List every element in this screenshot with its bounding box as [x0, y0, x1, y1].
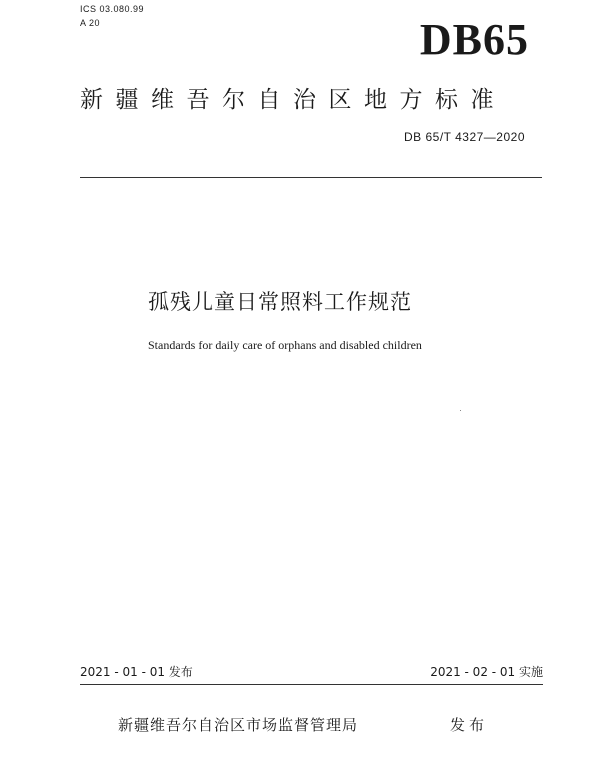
standard-kind-heading: 新疆维吾尔自治区地方标准	[80, 87, 506, 113]
ccs-code: A 20	[80, 18, 101, 28]
footer-divider	[80, 684, 543, 685]
document-title-zh: 孤残儿童日常照料工作规范	[148, 290, 412, 314]
issuing-authority: 新疆维吾尔自治区市场监督管理局	[118, 716, 359, 734]
implement-date: 2021 - 02 - 01 实施	[430, 665, 543, 679]
standard-mark: DB65	[419, 15, 529, 64]
standard-number: DB 65/T 4327—2020	[403, 130, 525, 144]
issue-label: 发布	[450, 716, 489, 734]
header-divider	[80, 177, 542, 178]
scan-speck	[460, 410, 461, 411]
ics-code: ICS 03.080.99	[80, 4, 145, 14]
publish-date: 2021 - 01 - 01 发布	[80, 665, 193, 679]
document-title-en: Standards for daily care of orphans and disabled children	[148, 338, 422, 352]
